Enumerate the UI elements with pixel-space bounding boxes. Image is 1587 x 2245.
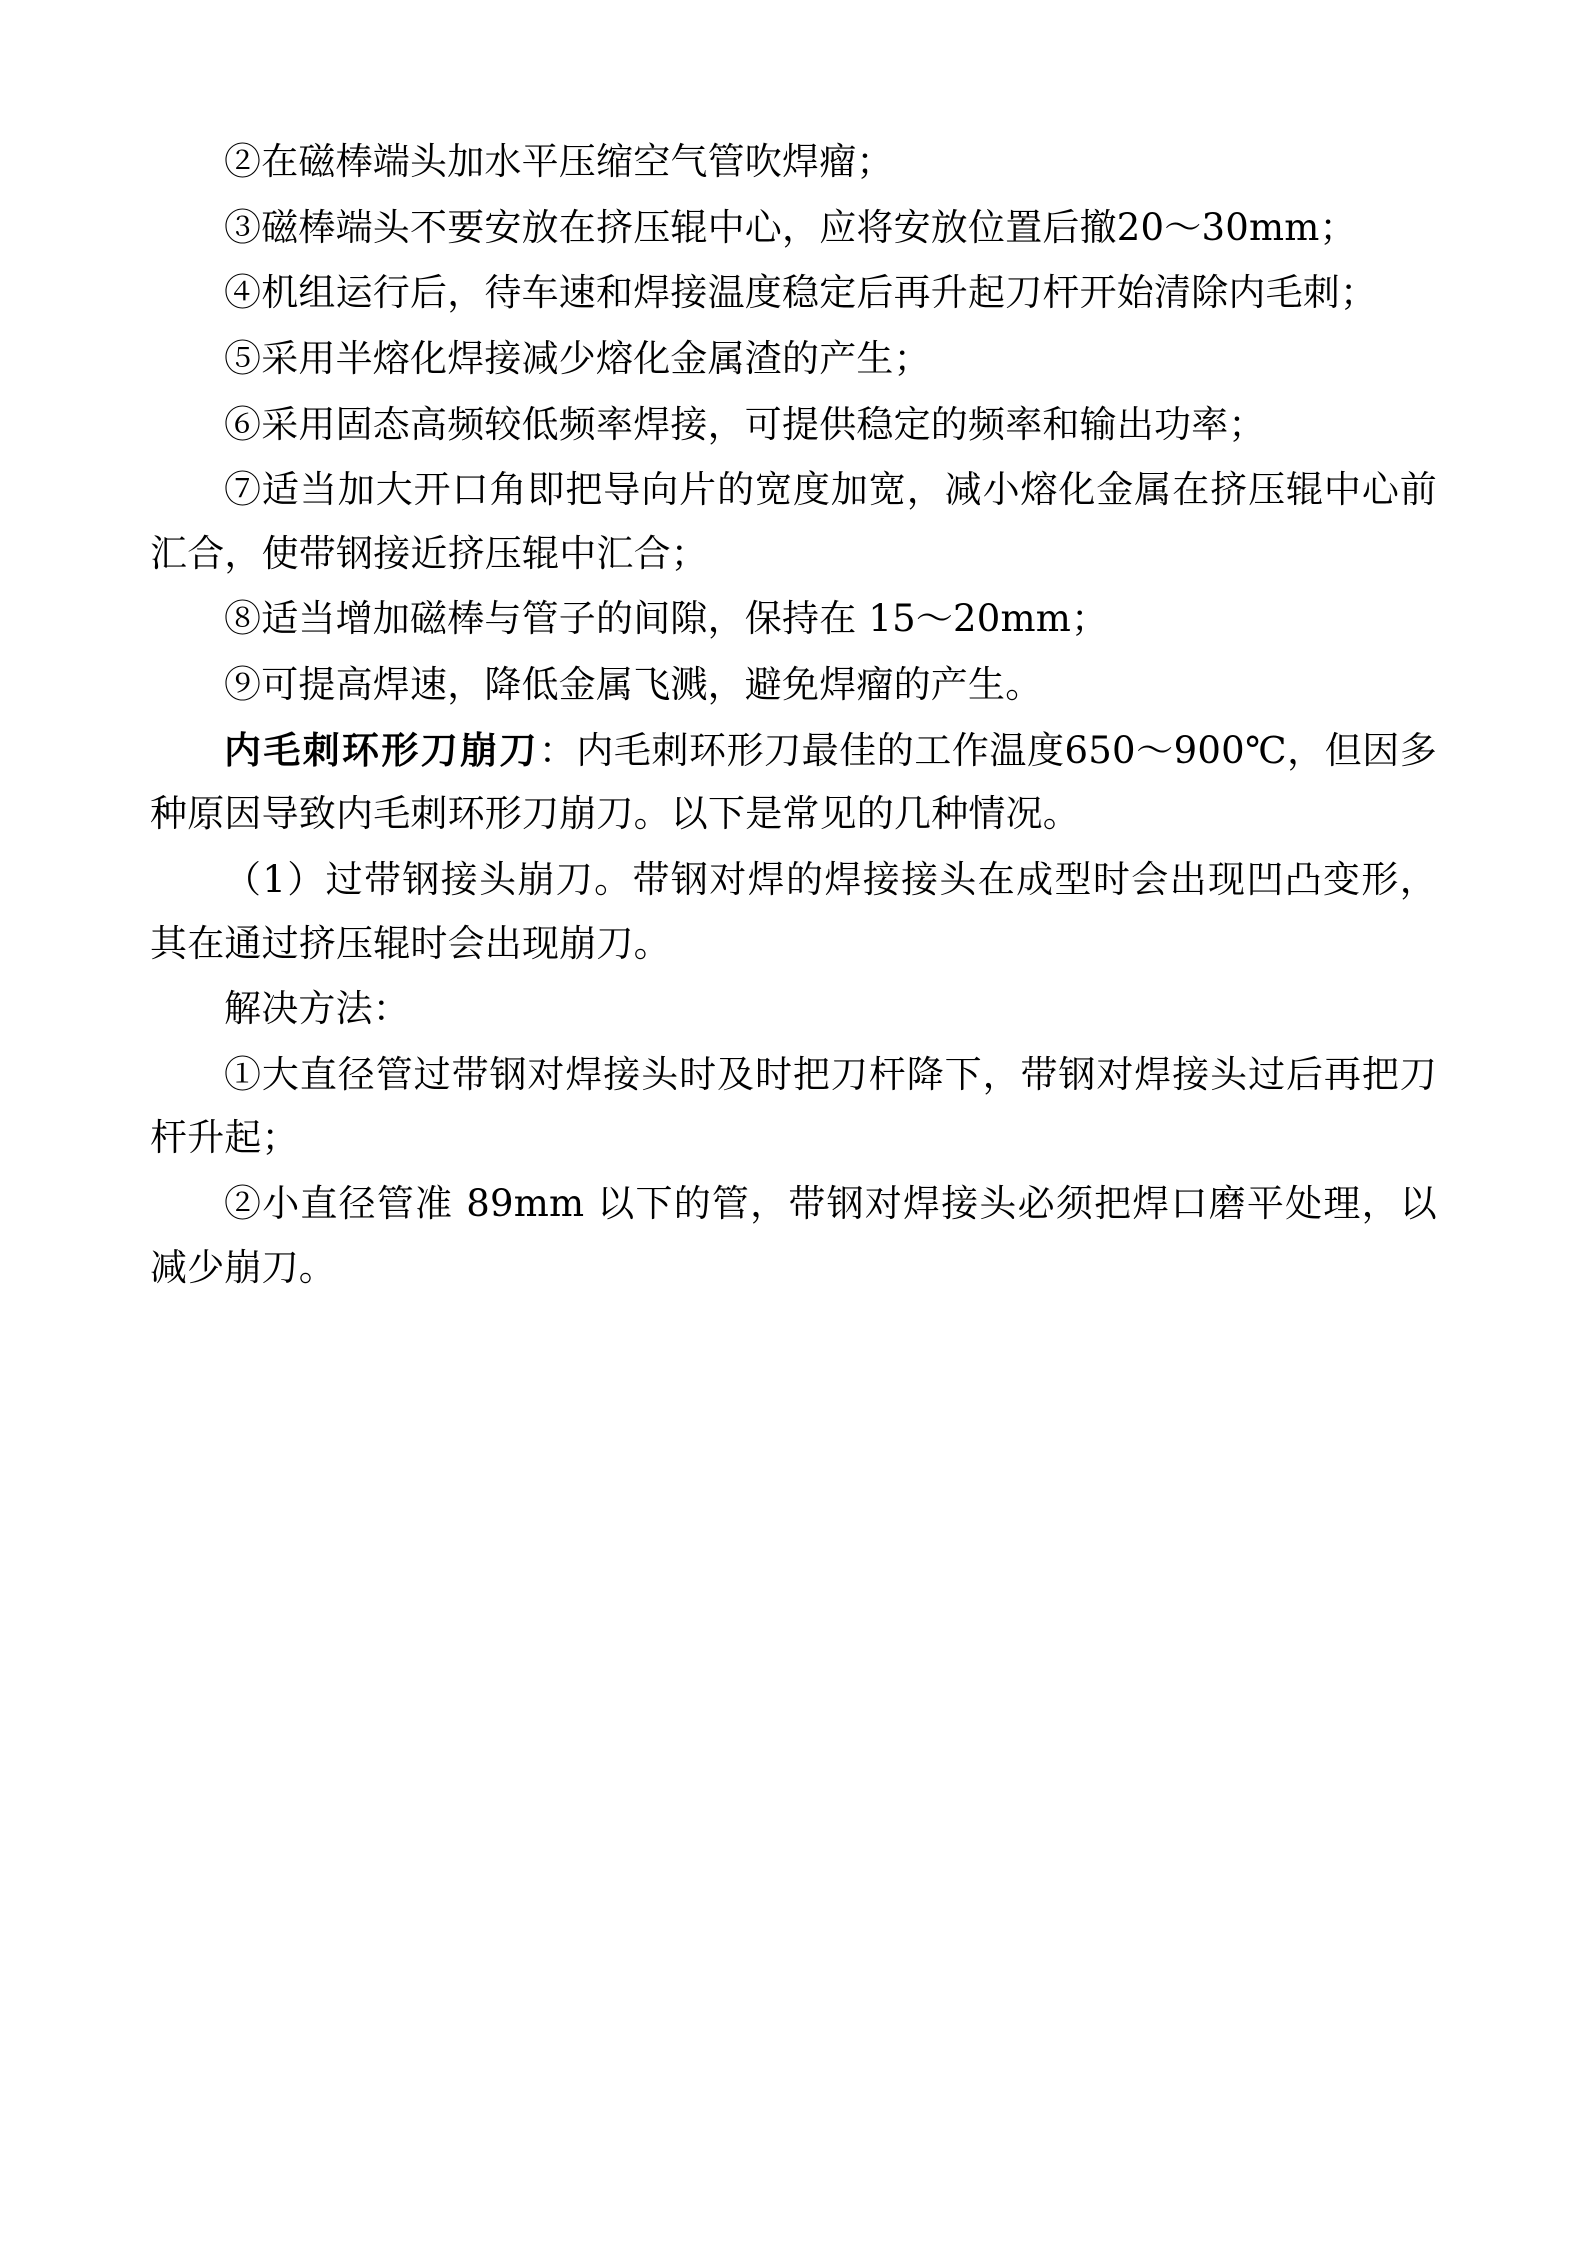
paragraph-case-1: （1）过带钢接头崩刀。带钢对焊的焊接接头在成型时会出现凹凸变形，其在通过挤压辊时会出现崩刀。: [150, 857, 1437, 965]
paragraph-item-8: ⑧适当增加磁棒与管子的间隙，保持在 15～20mm；: [224, 597, 1109, 641]
paragraph-item-5: ⑤采用半熔化焊接减少熔化金属渣的产生；: [224, 336, 931, 380]
paragraph-solution-1: ①大直径管过带钢对焊接头时及时把刀杆降下，带钢对焊接头过后再把刀杆升起；: [150, 1052, 1437, 1160]
paragraph-item-9: ⑨可提高焊速，降低金属飞溅，避免焊瘤的产生。: [224, 663, 1043, 706]
paragraph-item-4: ④机组运行后，待车速和焊接温度稳定后再升起刀杆开始清除内毛刺；: [224, 271, 1378, 315]
paragraph-item-2: ②在磁棒端头加水平压缩空气管吹焊瘤；: [224, 140, 894, 183]
paragraph-item-6: ⑥采用固态高频较低频率焊接，可提供稳定的频率和输出功率；: [224, 402, 1266, 446]
section-heading-label: 内毛刺环形刀崩刀: [224, 727, 539, 772]
paragraph-section-heading: [150, 719, 1437, 846]
paragraph-solution-label: 解决方法：: [224, 987, 410, 1031]
paragraph-item-3: ③磁棒端头不要安放在挤压辊中心，应将安放位置后撤20～30mm；: [224, 205, 1357, 249]
section-heading-body: ：内毛刺环形刀最佳的工作温度650～900℃，但因多种原因导致内毛刺环形刀崩刀。以下是常见的几种情况。: [150, 728, 1437, 836]
paragraph-item-7: ⑦适当加大开口角即把导向片的宽度加宽，减小熔化金属在挤压辊中心前汇合，使带钢接近挤压辊中汇合；: [150, 468, 1437, 575]
document-body: [150, 130, 1437, 1299]
paragraph-solution-2: ②小直径管准 89mm 以下的管，带钢对焊接头必须把焊口磨平处理，以减少崩刀。: [150, 1182, 1437, 1289]
